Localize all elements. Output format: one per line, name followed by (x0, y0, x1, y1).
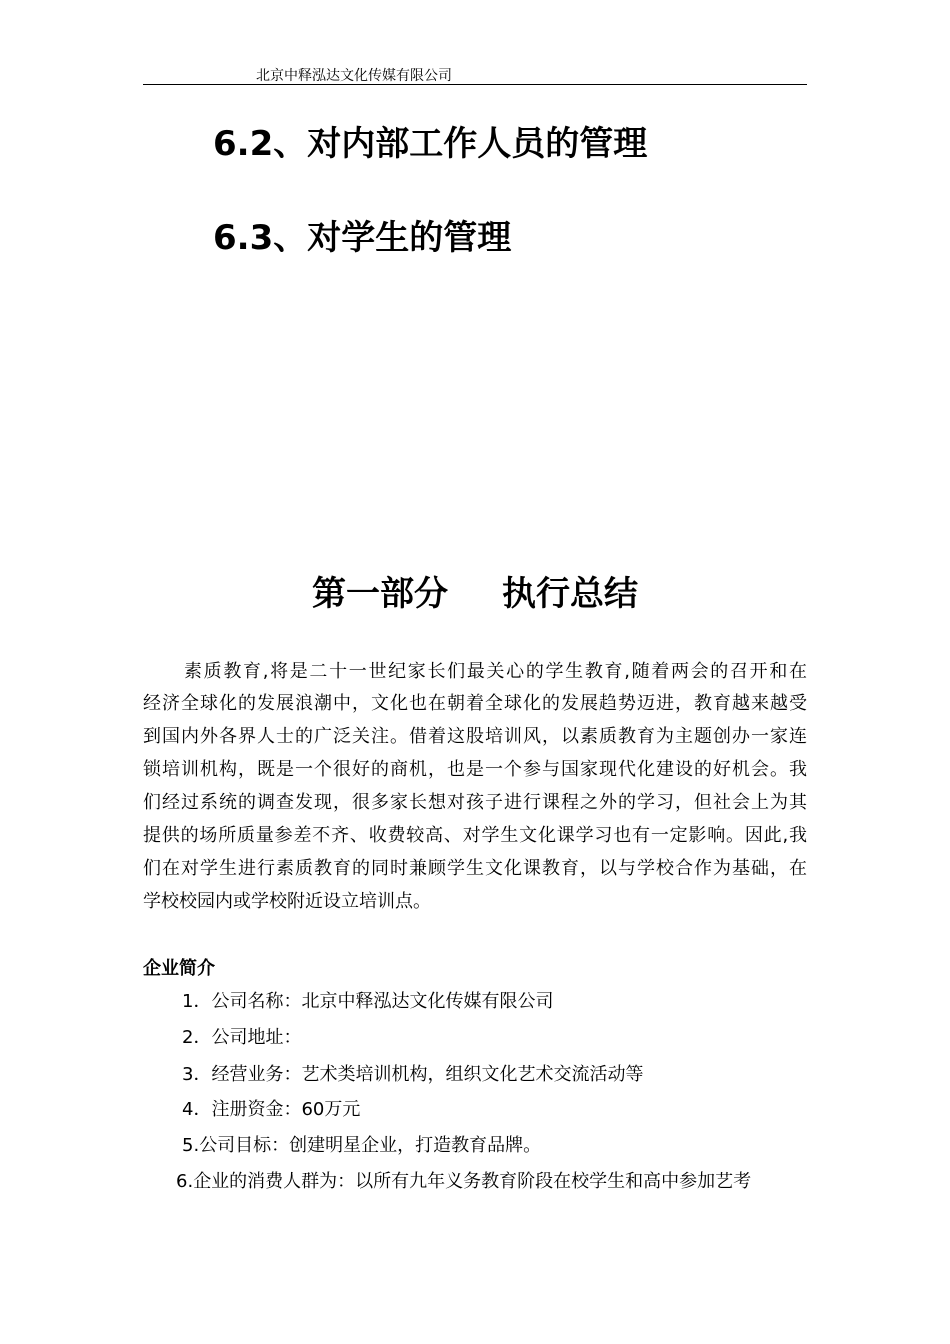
list-item-number: 4． (182, 1099, 212, 1120)
company-intro-heading: 企业简介 (143, 958, 215, 979)
list-item-text: 公司名称：北京中释泓达文化传媒有限公司 (211, 991, 554, 1012)
paragraph-line: 经济全球化的发展浪潮中，文化也在朝着全球化的发展趋势迈进，教育越来越受 (143, 693, 807, 714)
paragraph-line: 素质教育,将是二十一世纪家长们最关心的学生教育,随着两会的召开和在 (184, 661, 807, 682)
header-divider (143, 84, 807, 85)
paragraph-line: 到国内外各界人士的广泛关注。借着这股培训风，以素质教育为主题创办一家连 (143, 726, 807, 747)
list-item (182, 990, 553, 1014)
paragraph-line: 锁培训机构，既是一个很好的商机，也是一个参与国家现代化建设的好机会。我 (143, 759, 807, 780)
list-item-text: 经营业务：艺术类培训机构，组织文化艺术交流活动等 (211, 1064, 644, 1085)
list-item (182, 1134, 541, 1158)
list-item-text: 公司地址： (211, 1027, 302, 1048)
list-item-text: 企业的消费人群为：以所有九年义务教育阶段在校学生和高中参加艺考 (193, 1171, 752, 1192)
list-item (182, 1063, 643, 1087)
part-title (0, 572, 950, 616)
list-item-text: 公司目标：创建明星企业，打造教育品牌。 (199, 1135, 542, 1156)
part-title-text: 执行总结 (502, 574, 638, 614)
list-item-number: 2． (182, 1027, 212, 1048)
paragraph-line: 们经过系统的调查发现，很多家长想对孩子进行课程之外的学习，但社会上为其 (143, 792, 807, 813)
paragraph-line: 学校校园内或学校附近设立培训点。 (143, 891, 431, 912)
part-label: 第一部分 (312, 574, 448, 614)
list-item (182, 1026, 301, 1050)
list-item-number: 1． (182, 991, 212, 1012)
section-heading-6-2: 6.2、对内部工作人员的管理 (213, 124, 648, 164)
list-item-number: 3． (182, 1064, 212, 1085)
list-item-number: 5. (182, 1135, 200, 1156)
header-company-name: 北京中释泓达文化传媒有限公司 (256, 68, 452, 84)
list-item-number: 6. (176, 1171, 194, 1192)
list-item-text: 注册资金：60万元 (211, 1099, 361, 1120)
list-item (176, 1170, 751, 1194)
list-item (182, 1098, 360, 1122)
paragraph-line: 们在对学生进行素质教育的同时兼顾学生文化课教育，以与学校合作为基础，在 (143, 858, 807, 879)
paragraph-line: 提供的场所质量参差不齐、收费较高、对学生文化课学习也有一定影响。因此,我 (143, 825, 807, 846)
section-heading-6-3: 6.3、对学生的管理 (213, 218, 512, 258)
